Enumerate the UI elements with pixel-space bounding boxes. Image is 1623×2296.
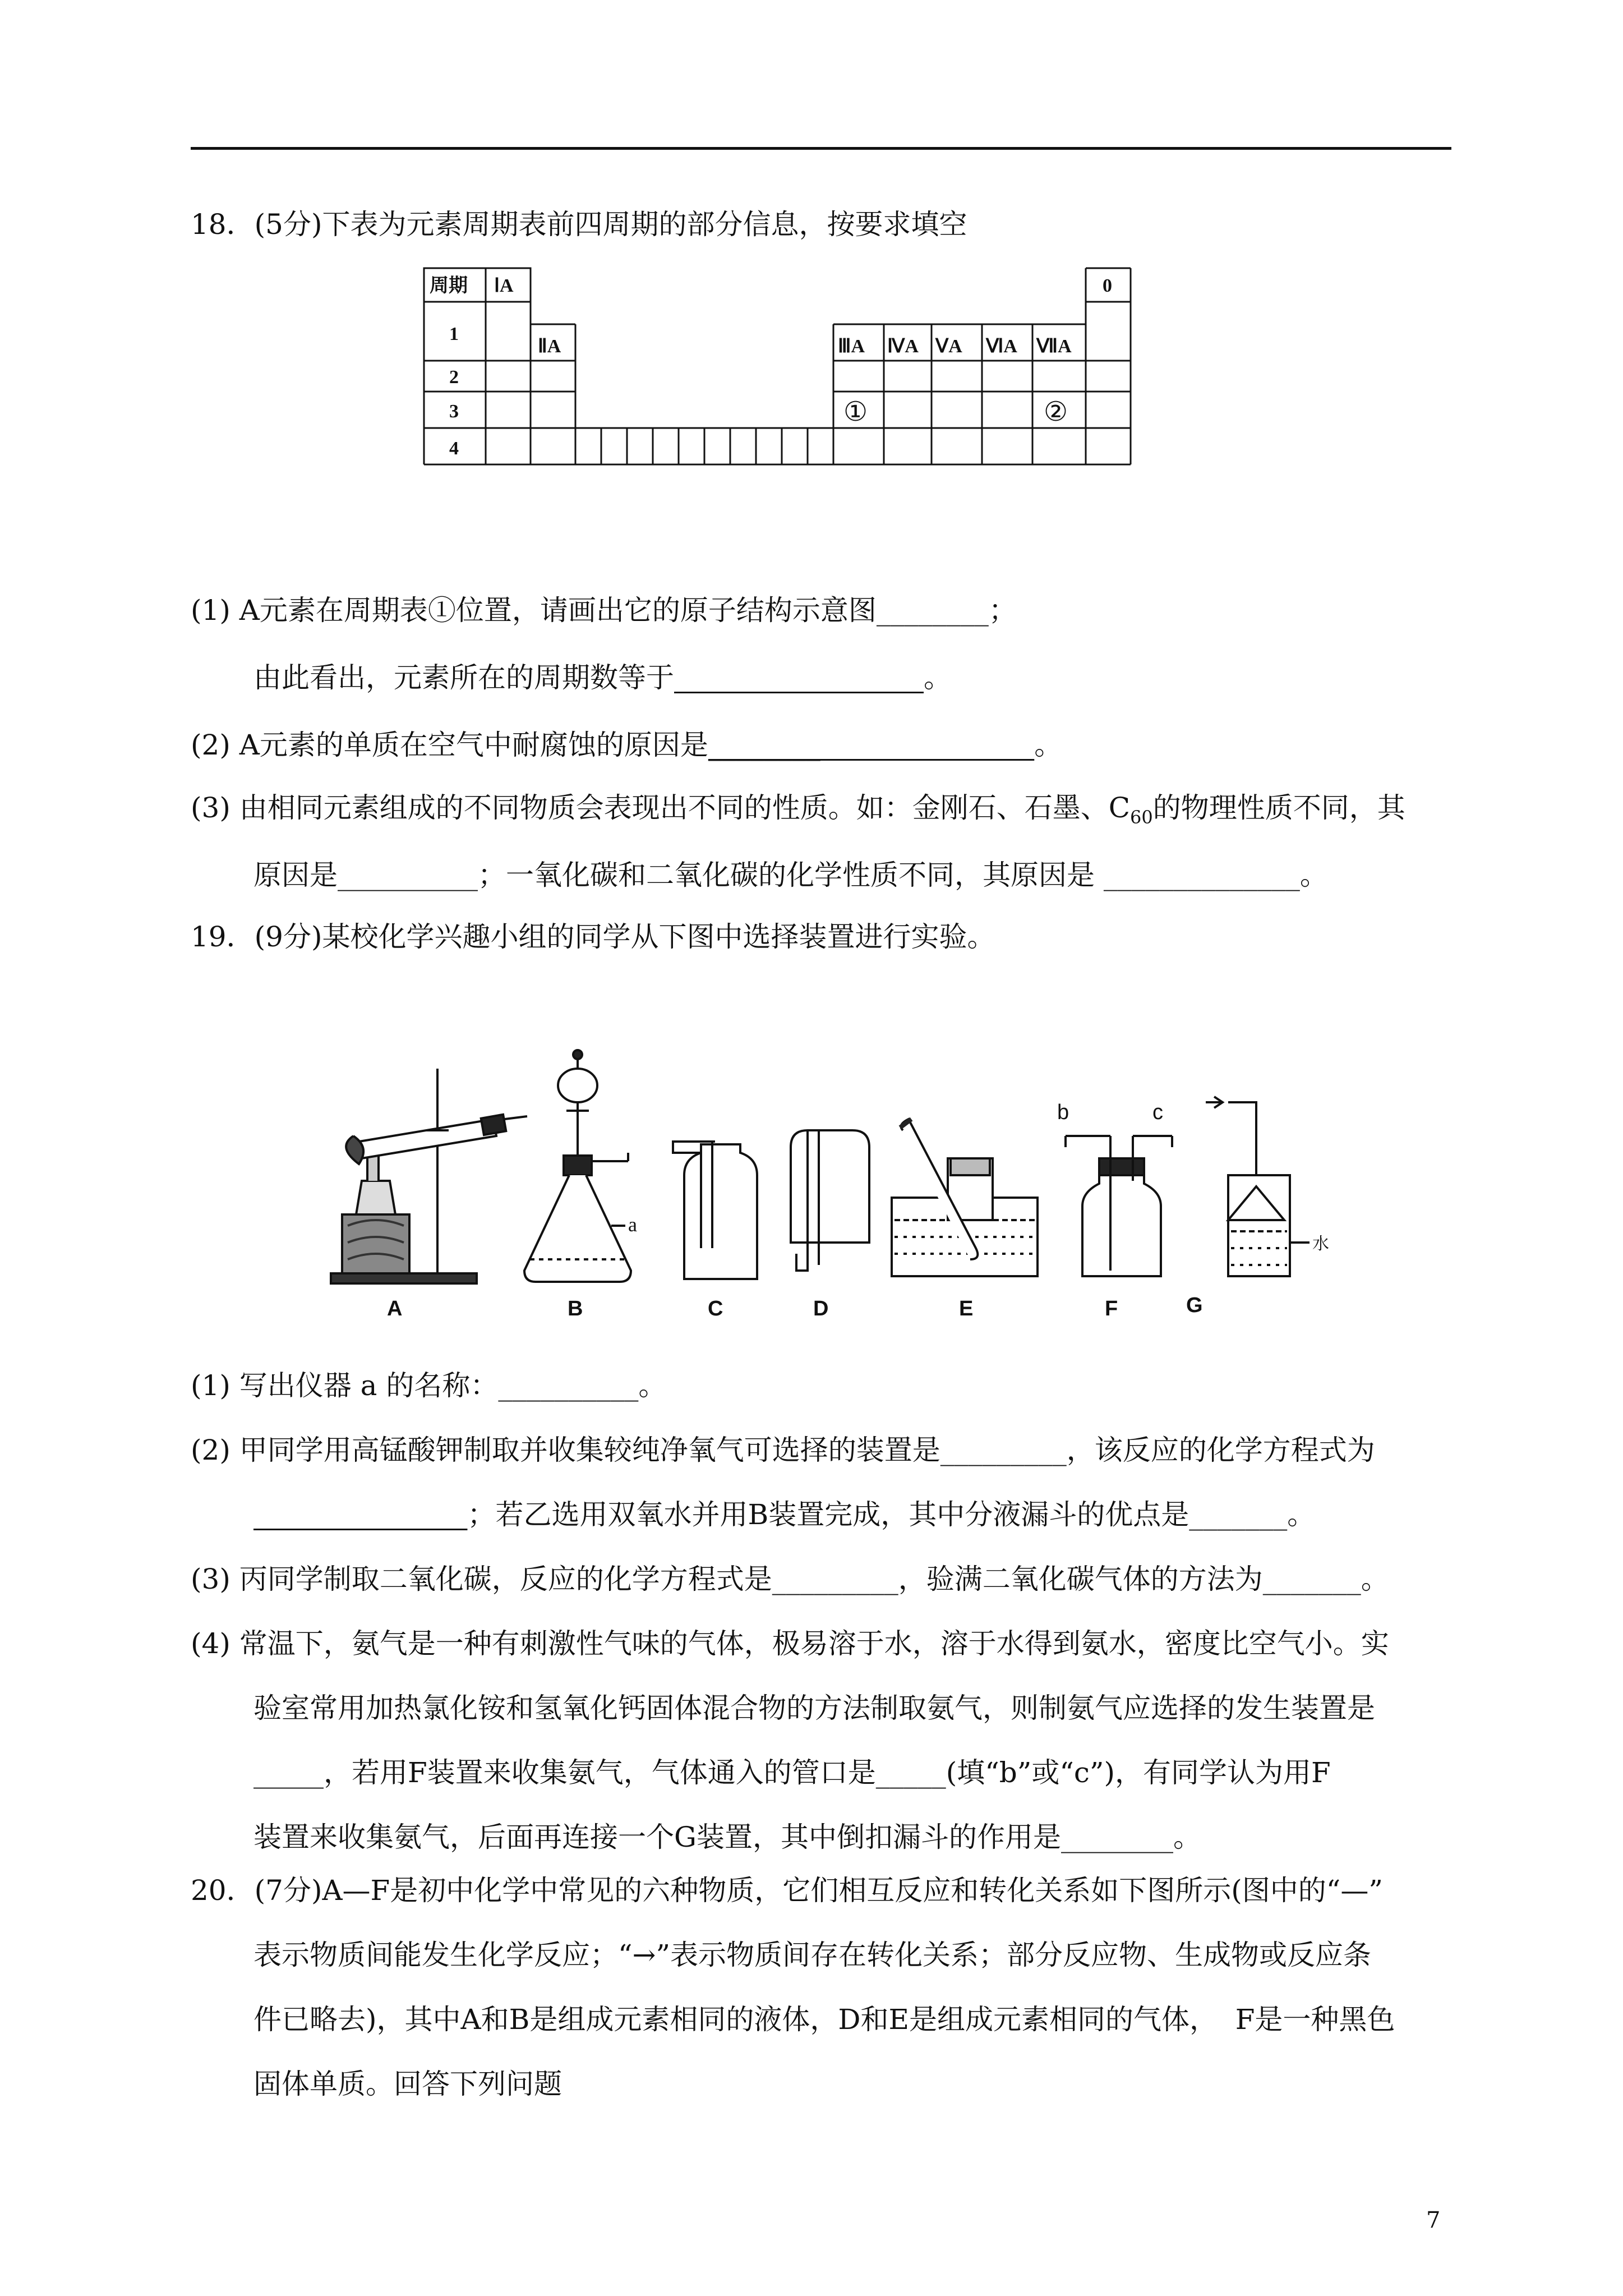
apparatus-f [1057,1101,1172,1276]
label-c: c [1152,1101,1163,1124]
label-D: D [813,1297,829,1320]
q19-title: 19．(9分)某校化学兴趣小组的同学从下图中选择装置进行实验。 [191,921,995,953]
label-water: 水 [1312,1234,1329,1254]
group-3a: ⅢA [838,336,865,357]
apparatus-c [673,1142,757,1279]
apparatus-a [331,1069,527,1283]
apparatus-b [524,1050,637,1282]
q20-line2: 表示物质间能发生化学反应；“→”表示物质间存在转化关系；部分反应物、生成物或反应条 [253,1939,1372,1971]
label-E: E [959,1297,974,1320]
q18-part2: (2) A元素的单质在空气中耐腐蚀的原因是________ 。 [191,729,1063,761]
blank [674,661,924,694]
group-6a: ⅥA [986,336,1017,357]
label-F: F [1105,1297,1118,1320]
period-2: 2 [449,367,459,388]
q18-part1-b: 由此看出，元素所在的周期数等于 。 [253,661,952,694]
group-5a: ⅤA [935,336,962,357]
header-period: 周期 [430,275,468,296]
q19-part4-b: 验室常用加热氯化铵和氢氧化钙固体混合物的方法制取氨气，则制氨气应选择的发生装置是 [253,1692,1375,1724]
q18-part3-b: 原因是__________；一氧化碳和二氧化碳的化学性质不同，其原因是 ______________。 [253,859,1328,891]
label-A: A [387,1297,403,1320]
q19-part3: (3) 丙同学制取二氧化碳，反应的化学方程式是_________，验满二氧化碳气体的方法为_______。 [191,1563,1389,1595]
period-4: 4 [449,438,459,459]
header-rule [191,147,1451,150]
q20-line4: 固体单质。回答下列问题 [253,2068,562,2100]
q18-part1-a: (1) A元素在周期表①位置，请画出它的原子结构示意图________； [191,594,1017,627]
group-7a: ⅦA [1036,336,1072,357]
group-1a: ⅠA [494,275,514,296]
apparatus-d [791,1130,869,1271]
group-4a: ⅣA [887,336,919,357]
label-G: G [1186,1294,1203,1317]
q19-part4-c: _____，若用F装置来收集氨气，气体通入的管口是_____(填“b”或“c”)，有同学认为用F [253,1756,1331,1789]
group-0: 0 [1103,275,1112,296]
blank: ________ [708,729,1035,761]
mark-1: ① [843,396,868,427]
label-b: b [1057,1101,1069,1124]
page-number: 7 [1426,2207,1441,2233]
lab-apparatus-figure [314,1046,1329,1321]
period-3: 3 [449,401,459,422]
mark-2: ② [1044,396,1068,427]
q19-part4-a: (4) 常温下，氨气是一种有刺激性气味的气体，极易溶于水，溶于水得到氨水，密度比空气小。实 [191,1627,1389,1660]
blank [253,1498,467,1531]
q20-line1: 20．(7分)A—F是初中化学中常见的六种物质，它们相互反应和转化关系如下图所示(图中的“—” [191,1874,1383,1907]
label-B: B [568,1297,583,1320]
label-a: a [628,1213,637,1236]
q19-part2-b: ；若乙选用双氧水并用B装置完成，其中分液漏斗的优点是_______。 [253,1498,1315,1531]
q20-line3: 件已略去)，其中A和B是组成元素相同的液体，D和E是组成元素相同的气体， F是一种黑色 [253,2003,1395,2036]
q19-part2-a: (2) 甲同学用高锰酸钾制取并收集较纯净氧气可选择的装置是_________，该反应的化学方程式为 [191,1434,1375,1466]
period-1: 1 [449,324,459,344]
q18-part3-a: (3) 由相同元素组成的不同物质会表现出不同的性质。如：金刚石、石墨、$C_{60}$的物理性质不同，其 [191,792,1405,828]
periodic-table-excerpt [424,268,1142,470]
q19-part4-d: 装置来收集氨气，后面再连接一个G装置，其中倒扣漏斗的作用是________。 [253,1821,1201,1853]
apparatus-e [892,1119,1038,1276]
q19-part1: (1) 写出仪器 a 的名称：__________。 [191,1369,667,1402]
label-C: C [708,1297,723,1320]
apparatus-g [1206,1097,1329,1276]
group-2a: ⅡA [538,336,561,357]
q18-title: 18．(5分)下表为元素周期表前四周期的部分信息，按要求填空 [191,208,967,241]
